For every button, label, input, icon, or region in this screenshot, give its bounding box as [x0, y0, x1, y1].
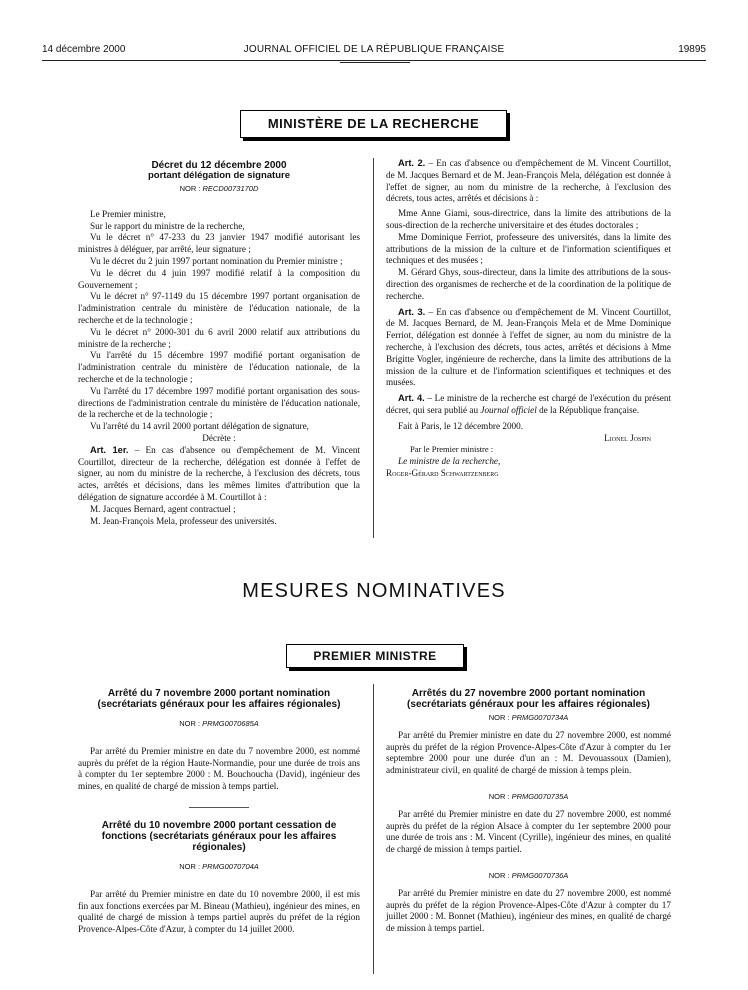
header-rule-short [340, 62, 410, 63]
journal-title: JOURNAL OFFICIEL DE LA RÉPUBLIQUE FRANÇAISE [243, 44, 505, 55]
decret-subtitle: portant délégation de signature [148, 170, 290, 181]
article-4-text-b: de la République française. [536, 404, 640, 415]
arrete-text: Par arrêté du Premier ministre en date du 27 novembre 2000, est nommé auprès du préfet de la région Provence-Alpes-Côte d'Azur à compter du 17 juillet 2000 : M. Bonnet (Mathieu), ingénieur des mines, en qualité de chargé de mission à temps partiel. [386, 887, 671, 934]
arretes-right-column [386, 688, 671, 935]
article-1 [78, 445, 360, 504]
preamble-line: Vu le décret du 4 juin 1997 modifié relatif à la composition du Gouvernement ; [78, 267, 360, 290]
decret-title: Décret du 12 décembre 2000 [151, 160, 287, 171]
header-rule [42, 60, 706, 61]
arretes-left-column [78, 688, 360, 936]
arrete-nor [78, 861, 360, 873]
arrete-text: Par arrêté du Premier ministre en date du 7 novembre 2000, est nommé auprès du préfet de la région Haute-Normandie, pour une durée de trois ans à compter du 1er septembre 2000 : M. Bouchoucha (David), ingénieur des mines, en qualité de chargé de mission à temps partiel. [78, 745, 360, 792]
article-1-item: M. Jean-François Mela, professeur des universités. [90, 515, 277, 526]
journal-officiel-italic: Journal officiel [480, 404, 537, 415]
article-2-text: – En cas d'absence ou d'empêchement de M. Vincent Courtillot, de M. Jacques Bernard et de M. Jean-François Mela, délégation est donnée à l'effet de signer, au nom du ministre de la recherche, à l'exclusion des décrets, tous actes, arrêtés et décisions à : [386, 158, 671, 204]
preamble-line: Vu le décret n° 97-1149 du 15 décembre 1997 portant organisation de l'administration centrale du ministère de l'éducation nationale, de la recherche et de la technologie ; [78, 291, 360, 325]
nor-code: PRMG0070685A [202, 719, 259, 728]
article-3 [386, 307, 671, 390]
decret-left-column [78, 160, 360, 527]
arrete-nor [386, 791, 671, 803]
ministry-heading: MINISTÈRE DE LA RECHERCHE [240, 110, 507, 138]
article-4-text-a: – Le ministre de la recherche est chargé de l'exécution du présent décret, qui sera publié au [386, 393, 671, 415]
preamble-line: Vu l'arrêté du 14 avril 2000 portant délégation de signature, [90, 421, 309, 432]
preamble-line: Vu le décret du 2 juin 1997 portant nomination du Premier ministre ; [90, 255, 343, 266]
arrete-nor [386, 712, 671, 724]
nor-code: PRMG0070736A [511, 870, 569, 880]
article-2-label: Art. 2. [398, 158, 426, 168]
article-3-label: Art. 3. [398, 306, 426, 317]
article-4 [386, 393, 671, 417]
nor-label: NOR : [488, 791, 512, 801]
article-1-label: Art. 1er. [90, 444, 129, 455]
preamble-line: Vu l'arrêté du 17 décembre 1997 modifié portant organisation des sous-directions de l'administration centrale du ministère de l'éducation nationale, de la recherche et de la technologie ; [78, 385, 360, 420]
column-rule [373, 684, 374, 974]
article-2-item: Mme Dominique Ferriot, professeure des universités, dans la limite des attributions de la mission de la culture et de l'information scientifiques et techniques et des musées ; [386, 231, 671, 266]
preamble-line: Le Premier ministre, [90, 208, 166, 219]
header-date: 14 décembre 2000 [42, 44, 126, 55]
signatory-name: Lionel Jospin [604, 432, 651, 443]
mesures-nominatives-heading: MESURES NOMINATIVES [242, 580, 506, 602]
decret-right-column [386, 158, 671, 480]
decret-nor [78, 183, 360, 195]
column-rule [373, 158, 374, 538]
page-number: 19895 [678, 44, 706, 55]
nor-label: NOR : [179, 719, 203, 728]
nor-code: PRMG0070735A [511, 791, 569, 801]
decrete: Décrète : [202, 432, 236, 443]
minister-title: Le ministre de la recherche, [398, 456, 501, 467]
preamble-line: Vu l'arrêté du 15 décembre 1997 modifié portant organisation de l'administration centrale du ministère de l'éducation nationale, de la recherche et de la technologie ; [78, 350, 360, 384]
nor-code: RECD0073170D [202, 184, 259, 193]
nor-label: NOR : [179, 861, 203, 871]
nor-label: NOR : [179, 184, 203, 193]
nor-code: PRMG0070734A [511, 713, 569, 722]
preamble-line: Vu le décret n° 47-233 du 23 janvier 1947 modifié autorisant les ministres à déléguer, par arrêté, leur signature ; [78, 232, 360, 255]
premier-ministre-heading: PREMIER MINISTRE [286, 644, 464, 668]
article-3-text: – En cas d'absence ou d'empêchement de M. Vincent Courtillot, de M. Jacques Bernard, de M. Jean-François Mela et de Mme Dominique Ferriot, délégation est donnée à l'effet de signer, au nom du ministre de la recherche, à l'exclusion des décrets, tous actes, arrêtés et décisions à Mme Brigitte Vogler, ingénieure de recherche, dans la limite des attributions de la mission de la culture et de l'information scientifiques et techniques et des musées. [386, 306, 671, 388]
fait-a-paris: Fait à Paris, le 12 décembre 2000. [398, 420, 524, 431]
article-1-text: – En cas d'absence ou d'empêchement de M. Vincent Courtillot, directeur de la recherche, délégation est donnée à l'effet de signer, au nom du ministre de la recherche, à l'exclusion des décrets, tous actes, arrêtés et décisions, dans les mêmes limites d'attribution que la délégation de signature accordée à M. Courtillot à : [78, 444, 360, 502]
article-2 [386, 158, 671, 205]
arrete-nor [78, 718, 360, 730]
article-2-item: M. Gérard Ghys, sous-directeur, dans la limite des attributions de la sous-direction des organismes de recherche et de la coordination de la politique de recherche. [386, 267, 671, 301]
preamble-line: Sur le rapport du ministre de la recherche, [90, 220, 245, 231]
arrete-text: Par arrêté du Premier ministre en date du 27 novembre 2000, est nommé auprès du préfet de la région Provence-Alpes-Côte d'Azur à compter du 1er septembre 2000 pour une durée d'un an : M. Devouassoux (Damien), administrateur civil, en qualité de chargé de mission à temps plein. [386, 729, 671, 776]
nor-label: NOR : [488, 713, 512, 722]
nor-code: PRMG0070704A [202, 861, 259, 871]
nor-label: NOR : [488, 870, 512, 880]
par-le-premier-ministre: Par le Premier ministre : [410, 444, 494, 455]
arrete-text: Par arrêté du Premier ministre en date du 10 novembre 2000, il est mis fin aux fonctions exercées par M. Bineau (Mathieu), ingénieur des mines, en qualité de chargé de mission à temps partiel auprès du préfet de la région Provence-Alpes-Côte d'Azur, à compter du 14 juillet 2000. [78, 888, 360, 935]
arrete-title: Arrêté du 10 novembre 2000 portant cessation de fonctions (secrétariats généraux pour les affaires régionales) [101, 819, 337, 853]
arretes-title: Arrêtés du 27 novembre 2000 portant nomination (secrétariats généraux pour les affaires régionales) [407, 688, 650, 710]
arrete-title: Arrêté du 7 novembre 2000 portant nomination (secrétariats généraux pour les affaires régionales) [97, 688, 341, 710]
article-2-item: Mme Anne Giami, sous-directrice, dans la limite des attributions de la sous-direction de la recherche universitaire et des études doctorales ; [386, 208, 671, 230]
arrete-nor [386, 870, 671, 882]
preamble-line: Vu le décret n° 2000-301 du 6 avril 2000 relatif aux attributions du ministre de la recherche ; [78, 326, 360, 349]
arrete-text: Par arrêté du Premier ministre en date du 27 novembre 2000, est nommé auprès du préfet de la région Alsace à compter du 1er septembre 2000 pour une durée de trois ans : M. Vincent (Cyrille), ingénieur des mines, en qualité de chargé de mission à temps partiel. [386, 808, 671, 855]
article-4-label: Art. 4. [398, 393, 425, 404]
minister-name: Roger-Gérard Schwartzenberg [386, 467, 499, 478]
separator [189, 807, 249, 808]
article-1-item: M. Jacques Bernard, agent contractuel ; [90, 503, 236, 514]
